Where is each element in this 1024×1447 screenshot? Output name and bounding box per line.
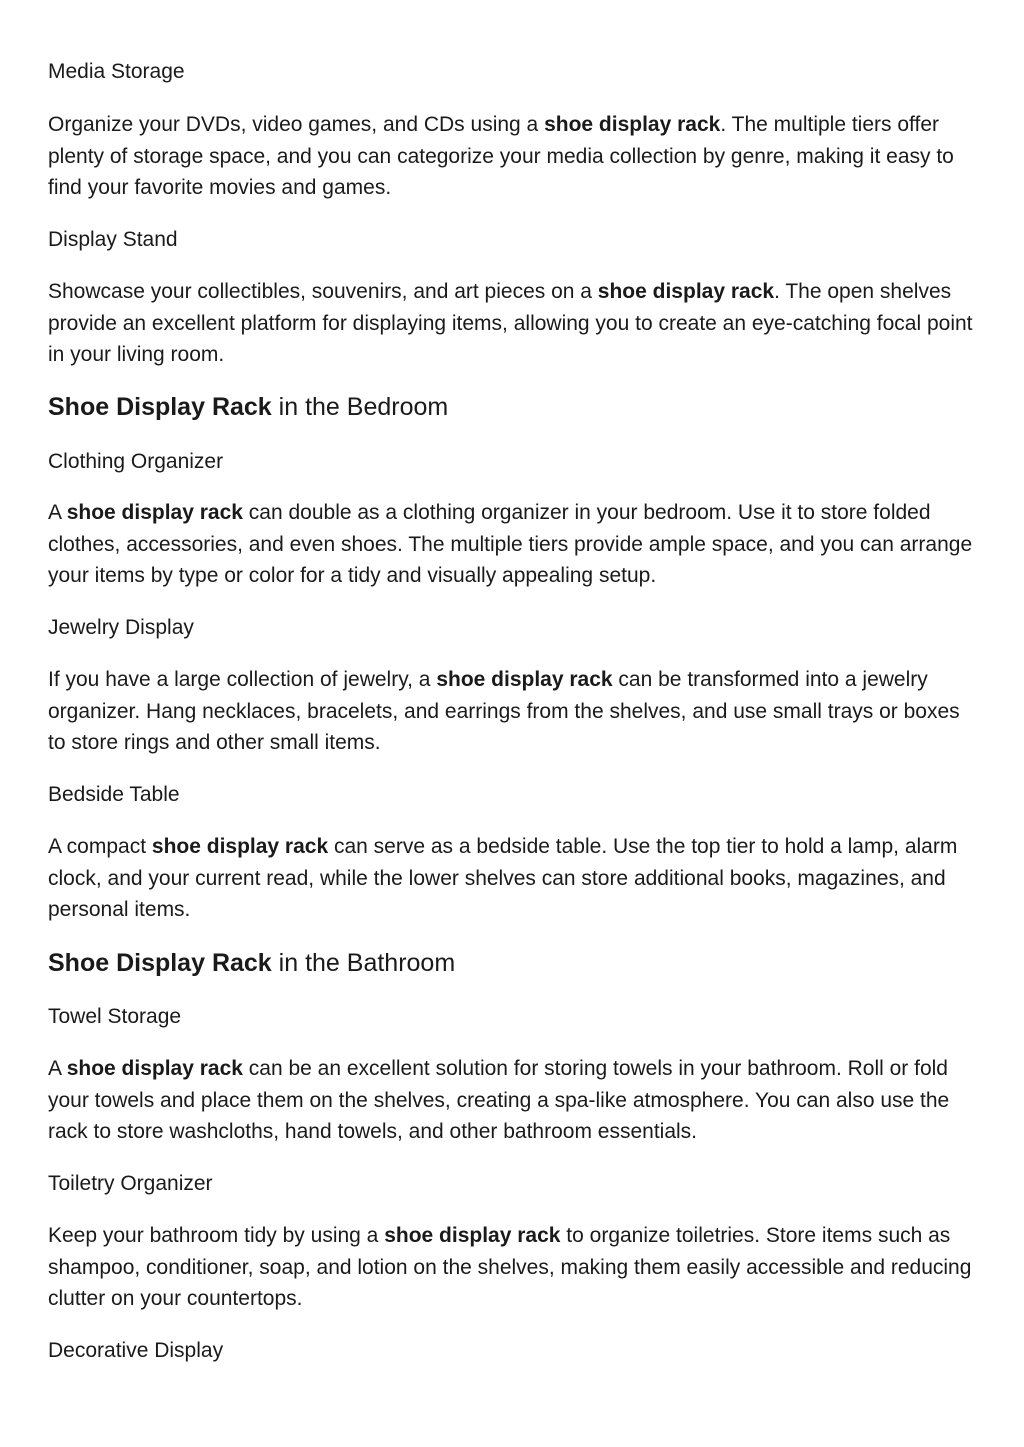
paragraph-towel-storage [48,1053,978,1148]
subheading-towel-storage: Towel Storage [48,1005,182,1028]
text-run: to organize toiletries. Store items such as shampoo, conditioner, soap, and lotion on the shelves, making them easily accessible and reducing clutter on your countertops. [48,1224,972,1310]
subheading-jewelry-display: Jewelry Display [48,616,194,639]
text-run: can double as a clothing organizer in your bedroom. Use it to store folded clothes, accessories, and even shoes. The multiple tiers provide ample space, and you can arrange your items by type or color for a tidy and visually appealing setup. [48,501,973,587]
heading-rest: in the Bathroom [271,949,456,977]
subheading-display-stand: Display Stand [48,228,178,251]
text-run: can be an excellent solution for storing towels in your bathroom. Roll or fold your towels and place them on the shelves, creating a spa-like atmosphere. You can also use the rack to store washcloths, hand towels, and other bathroom essentials. [48,1057,950,1143]
text-run: can be transformed into a jewelry organizer. Hang necklaces, bracelets, and earrings from the shelves, and use small trays or boxes to store rings and other small items. [48,668,960,754]
bold-keyword: shoe display rack [436,668,613,691]
paragraph-toiletry-organizer [48,1220,978,1315]
text-run: can serve as a bedside table. Use the top tier to hold a lamp, alarm clock, and your current read, while the lower shelves can store additional books, magazines, and personal items. [48,835,958,921]
bold-keyword: shoe display rack [151,835,329,858]
text-run: A [48,1057,67,1080]
bold-keyword: shoe display rack [384,1224,561,1247]
subheading-clothing-organizer: Clothing Organizer [48,450,224,473]
text-run: A [48,501,67,524]
bold-keyword: shoe display rack [66,501,243,524]
paragraph-display-stand [48,276,978,371]
heading-rest: in the Bedroom [271,393,449,421]
heading-bold: Shoe Display Rack [48,393,272,421]
text-run: Keep your bathroom tidy by using a [48,1224,385,1247]
text-run: . The open shelves provide an excellent platform for displaying items, allowing you to create an eye-catching focal point in your living room. [48,280,973,366]
subheading-bedside-table: Bedside Table [48,783,180,806]
text-run: Organize your DVDs, video games, and CDs using a [48,113,545,136]
text-run: . The multiple tiers offer plenty of storage space, and you can categorize your media collection by genre, making it easy to find your favorite movies and games. [48,113,954,199]
paragraph-jewelry-display [48,664,978,759]
heading-bold: Shoe Display Rack [48,949,272,977]
text-run: Showcase your collectibles, souvenirs, and art pieces on a [48,280,598,303]
subheading-media-storage: Media Storage [48,60,185,83]
paragraph-bedside-table [48,831,978,926]
bold-keyword: shoe display rack [544,113,721,136]
text-run: A compact [48,835,152,858]
subheading-toiletry-organizer: Toiletry Organizer [48,1172,213,1195]
text-run: If you have a large collection of jewelry, a [48,668,437,691]
paragraph-clothing-organizer [48,497,978,592]
paragraph-media-storage [48,109,978,204]
heading-bathroom [48,947,978,979]
subheading-decorative-display: Decorative Display [48,1339,224,1362]
bold-keyword: shoe display rack [66,1057,243,1080]
bold-keyword: shoe display rack [597,280,775,303]
heading-bedroom [48,391,978,423]
